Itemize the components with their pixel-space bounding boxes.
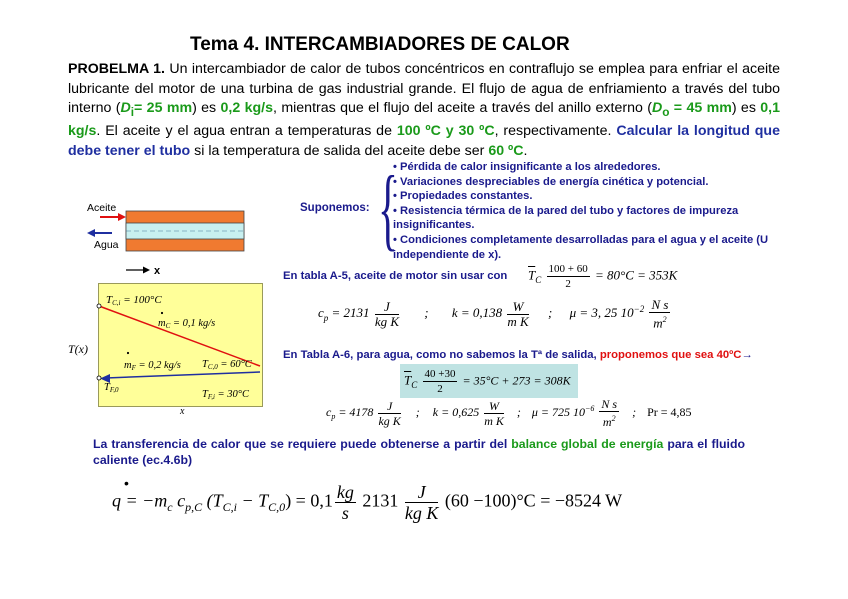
mc-label: mC = 0,1 kg/s [158, 318, 216, 330]
tco-label: TC,0 = 60°C [202, 359, 252, 371]
text: si la temperatura de salida del aceite debe ser [190, 142, 489, 159]
tfo-label: TF,0 [104, 382, 119, 394]
page-title: Tema 4. INTERCAMBIADORES DE CALOR [190, 34, 570, 55]
water-arrowhead [87, 229, 95, 237]
outlet-temperature: 60 ºC [488, 142, 524, 159]
water-mean-temp: $\overline{T}_C$ $\frac{40 +30}{2}$ = 35°C + 273 = 308K [404, 368, 571, 395]
tfi-label: TF,i = 30°C [202, 389, 249, 401]
y-axis-label: T(x) [68, 342, 88, 356]
water-flow: 0,2 kg/s [220, 100, 274, 116]
temperature-graph [60, 280, 270, 420]
oil-flow: 0,1 kg/s [68, 100, 781, 140]
x-label: x [154, 265, 161, 277]
assumption-item: • Resistencia térmica de la pared del tubo y factores de impureza insignificantes. [393, 204, 739, 232]
oil-mean-temp: $\overline{T}_C$ $\frac{100 + 60}{2}$ = 80°C = 353K [528, 263, 678, 290]
oil-line [99, 306, 260, 366]
x-axis-label: x [180, 406, 185, 417]
problem-label: PROBELMA 1. [68, 61, 165, 77]
mf-label: mF = 0,2 kg/s [124, 360, 181, 372]
problem-statement [68, 60, 780, 161]
water-property-values: $c_p = 4178$ $\frac{J}{\text{kg K}}$ ; k = 0,625 $\frac{W}{\text{m K}}$ ; μ = 725 $10^{-6}$ $\frac{\text{N s}}{m^2}$ ; Pr = 4,85 [326, 397, 692, 429]
assumption-item: • Pérdida de calor insignificante a los alrededores. [393, 161, 661, 173]
assumptions-list [393, 160, 783, 262]
oil-arrowhead [118, 213, 126, 221]
text: . El aceite y el agua entran a temperaturas de [96, 123, 397, 140]
water-line [106, 372, 260, 378]
tci-label: TC,i = 100°C [106, 294, 162, 307]
assumption-item: • Propiedades constantes. [393, 190, 533, 203]
assumption-item: • Condiciones completamente desarrolladas para el agua y el aceite (U independiente de x). [393, 233, 769, 261]
calc-text: La transferencia de calor que se requiere puede obtenerse a partir del balance global de energía para el fluido caliente (ec.4.6b) [93, 437, 745, 467]
heat-transfer-equation: $q = -m_c$ $c_{p,C}$ $(T_{C,i} - T_{C,0}) = 0,1$ $\frac{kg}{s}$ 2131 $\frac{J}{\text{kg K}}$ (60 −100)°C = −8524 W [112, 482, 623, 523]
oil-label: Aceite [87, 202, 117, 214]
mdot-dot: • [124, 475, 129, 491]
outer-diameter: $D_o = 45$ mm [651, 100, 732, 119]
tube-diagram [82, 198, 282, 280]
water-note: En Tabla A-6, para agua, como no sabemos la Tª de salida, proponemos que sea 40ºC→ [283, 349, 753, 361]
assumption-item: • Variaciones despreciables de energía cinética y potencial. [393, 175, 709, 188]
oil-property-values: $c_p = 2131$ $\frac{J}{\text{kg K}}$ ; k = 0,138 $\frac{W}{\text{m K}}$ ; μ = 3, 25 $10^{-2}$ $\frac{\text{N s}}{m^2}$ [318, 297, 669, 331]
oil-note: En tabla A-5, aceite de motor sin usar con [283, 270, 508, 282]
brace: { [378, 157, 398, 259]
text: ) es [731, 100, 761, 116]
text: , mientras que el flujo del aceite a través del anillo externo ( [273, 100, 652, 116]
question: Calcular la longitud que debe tener el tubo [68, 123, 780, 159]
text: , respectivamente. [494, 123, 617, 140]
water-label: Agua [94, 239, 119, 251]
text: Un intercambiador de calor de tubos concéntricos en contraflujo se emplea para enfriar el aceite lubricante del motor de una turbina de gas industrial grande. El flujo de agua de enfriamiento a través del tubo interno ( [68, 61, 780, 116]
text: ) es [192, 100, 221, 116]
inner-diameter: $D_i= 25$ mm [120, 100, 193, 119]
inlet-temperatures: 100 ºC y 30 ºC [396, 123, 495, 140]
text: . [523, 142, 528, 159]
assumptions-label: Suponemos: [300, 202, 370, 214]
